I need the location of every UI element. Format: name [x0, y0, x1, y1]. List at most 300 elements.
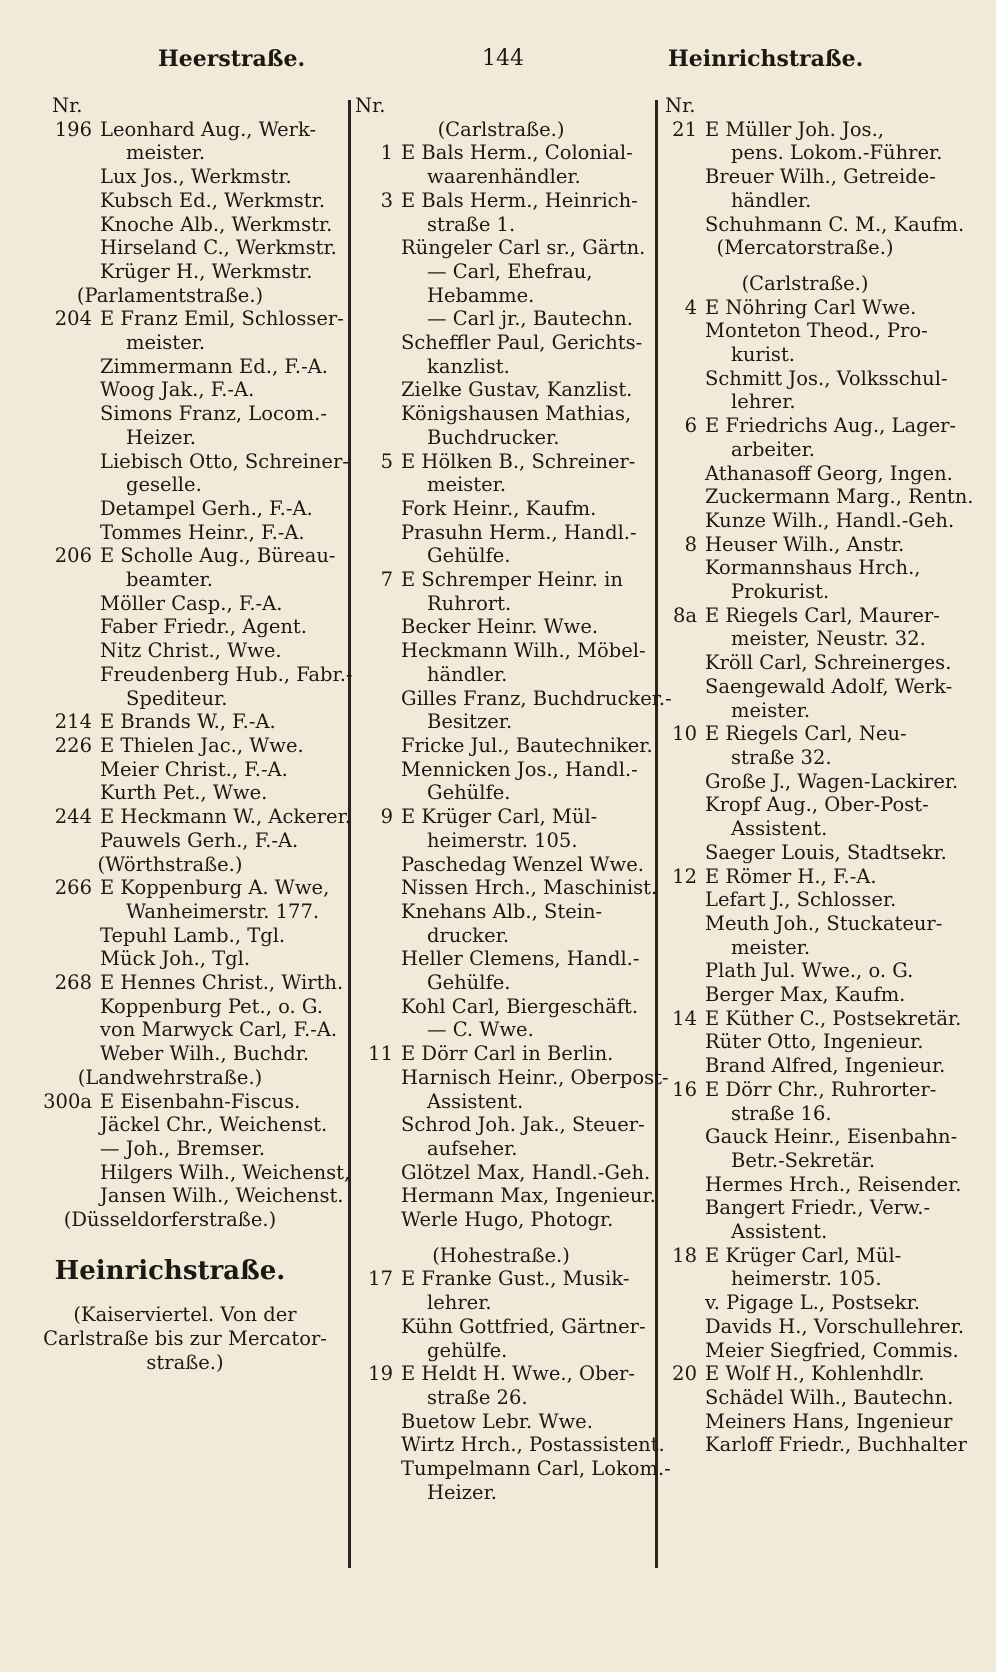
- house-number: [655, 556, 705, 580]
- directory-entry: [655, 1102, 955, 1126]
- directory-entry: [351, 1386, 651, 1410]
- directory-entry: [655, 438, 955, 462]
- house-number: [655, 462, 705, 486]
- directory-entry: [655, 959, 955, 983]
- resident-text: Lefart J., Schlosser.: [705, 888, 897, 912]
- resident-text: Spediteur.: [126, 686, 228, 710]
- column-1: [0, 94, 353, 1375]
- house-number: [0, 924, 100, 948]
- resident-text: Liebisch Otto, Schreiner-: [100, 449, 349, 473]
- resident-text: Gehülfe.: [427, 971, 511, 995]
- resident-text: Mück Joh., Tgl.: [100, 947, 251, 971]
- house-number: [351, 544, 401, 568]
- directory-entry: [0, 947, 340, 971]
- resident-text: Gauck Heinr., Eisenbahn-: [705, 1125, 958, 1149]
- resident-text: E Riegels Carl, Maurer-: [705, 603, 940, 627]
- house-number: [655, 888, 705, 912]
- directory-entry: [351, 1291, 651, 1315]
- resident-text: Gehülfe.: [427, 781, 511, 805]
- directory-entry: [655, 936, 955, 960]
- house-number: [0, 687, 100, 711]
- directory-entry: [351, 544, 651, 568]
- house-number: [655, 1173, 705, 1197]
- directory-entry: [0, 189, 340, 213]
- column-1-head: Nr.: [52, 94, 83, 117]
- house-number: [351, 402, 401, 426]
- directory-entry: [655, 983, 955, 1007]
- resident-text: E Thielen Jac., Wwe.: [100, 733, 304, 757]
- directory-entry: [655, 627, 955, 651]
- directory-entry: [0, 402, 340, 426]
- resident-text: — Carl jr., Bautechn.: [427, 307, 633, 331]
- house-number: [655, 1267, 705, 1291]
- resident-text: — Joh., Bremser.: [100, 1136, 266, 1160]
- house-number: [351, 284, 401, 308]
- resident-text: Tommes Heinr., F.-A.: [100, 520, 305, 544]
- house-number: [351, 947, 401, 971]
- resident-text: Woog Jak., F.-A.: [100, 378, 255, 402]
- resident-text: Detampel Gerh., F.-A.: [100, 496, 313, 520]
- house-number: 244: [54, 805, 92, 829]
- directory-entry: [351, 1315, 651, 1339]
- directory-entry: [655, 1410, 955, 1434]
- directory-entry: [0, 758, 340, 782]
- resident-text: von Marwyck Carl, F.-A.: [100, 1018, 338, 1042]
- house-number: 19: [368, 1362, 393, 1386]
- resident-text: Saengewald Adolf, Werk-: [705, 674, 953, 698]
- house-number: [655, 699, 705, 723]
- resident-text: Nissen Hrch., Maschinist.: [401, 876, 658, 900]
- resident-text: Hermes Hrch., Reisender.: [705, 1172, 962, 1196]
- resident-text: Simons Franz, Locom.-: [100, 402, 327, 426]
- resident-text: Rüter Otto, Ingenieur.: [705, 1030, 924, 1054]
- column-3-head: Nr.: [665, 94, 696, 117]
- house-number: [655, 580, 705, 604]
- house-number: [655, 1054, 705, 1078]
- directory-entry: [655, 580, 955, 604]
- resident-text: E Wolf H., Kohlenhdlr.: [705, 1362, 925, 1386]
- directory-entry: [0, 1018, 340, 1042]
- directory-entry: [0, 710, 340, 734]
- directory-entry: [351, 213, 651, 237]
- house-number: [0, 260, 100, 284]
- resident-text: Nitz Christ., Wwe.: [100, 639, 282, 663]
- resident-text: drucker.: [427, 923, 510, 947]
- resident-text: Kröll Carl, Schreinerges.: [705, 651, 952, 675]
- directory-entry: [0, 118, 340, 142]
- resident-text: arbeiter.: [731, 437, 815, 461]
- house-number: [351, 426, 401, 450]
- resident-text: Kohl Carl, Biergeschäft.: [401, 994, 639, 1018]
- directory-entry: [655, 141, 955, 165]
- resident-text: Möller Casp., F.-A.: [100, 591, 283, 615]
- section-title: Heinrichstraße.: [54, 1255, 286, 1286]
- house-number: [655, 1030, 705, 1054]
- house-number: 21: [672, 117, 697, 141]
- resident-text: E Heldt H. Wwe., Ober-: [401, 1362, 635, 1386]
- resident-text: meister.: [427, 473, 507, 497]
- house-number: [655, 770, 705, 794]
- directory-entry: [351, 781, 651, 805]
- directory-entry: [351, 734, 651, 758]
- resident-text: Zuckermann Marg., Rentn.: [705, 485, 974, 509]
- house-number: 300a: [43, 1089, 92, 1113]
- resident-text: E Hennes Christ., Wirth.: [100, 971, 344, 995]
- directory-entry: [351, 1137, 651, 1161]
- house-number: 214: [54, 710, 92, 734]
- resident-text: Prasuhn Herm., Handl.-: [401, 520, 637, 544]
- resident-text: Prokurist.: [731, 580, 830, 604]
- resident-text: E Römer H., F.-A.: [705, 864, 877, 888]
- directory-entry: [655, 1149, 955, 1173]
- directory-entry: [351, 947, 651, 971]
- directory-entry: [351, 1018, 651, 1042]
- house-number: [351, 1066, 401, 1090]
- header-left-street: Heerstraße.: [158, 46, 306, 72]
- directory-entry: [655, 189, 955, 213]
- house-number: [351, 497, 401, 521]
- resident-text: aufseher.: [427, 1136, 518, 1160]
- directory-entry: [655, 367, 955, 391]
- directory-entry: [655, 556, 955, 580]
- directory-entry: [351, 971, 651, 995]
- house-number: [0, 497, 100, 521]
- resident-text: Meier Siegfried, Commis.: [705, 1338, 959, 1362]
- house-number: 12: [672, 864, 697, 888]
- resident-text: kanzlist.: [427, 354, 510, 378]
- resident-text: Königshausen Mathias,: [401, 402, 632, 426]
- house-number: [351, 1433, 401, 1457]
- house-number: [351, 876, 401, 900]
- street-section-heading: (Landwehrstraße.): [77, 1065, 263, 1089]
- resident-text: Assistent.: [427, 1089, 524, 1113]
- resident-text: Schuhmann C. M., Kaufm.: [705, 212, 965, 236]
- resident-text: E Friedrichs Aug., Lager-: [705, 414, 957, 438]
- house-number: 3: [380, 188, 393, 212]
- directory-entry: [351, 1042, 651, 1066]
- resident-text: Betr.-Sekretär.: [731, 1148, 876, 1172]
- house-number: [351, 781, 401, 805]
- resident-text: Weber Wilh., Buchdr.: [100, 1042, 310, 1066]
- resident-text: Breuer Wilh., Getreide-: [705, 165, 936, 189]
- house-number: [0, 331, 100, 355]
- house-number: [655, 509, 705, 533]
- house-number: [351, 331, 401, 355]
- column-2-head: Nr.: [355, 94, 386, 117]
- house-number: [351, 378, 401, 402]
- house-number: [351, 521, 401, 545]
- resident-text: Scheffler Paul, Gerichts-: [401, 331, 643, 355]
- directory-entry: [0, 544, 340, 568]
- resident-text: Glötzel Max, Handl.-Geh.: [401, 1160, 651, 1184]
- house-number: [351, 1386, 401, 1410]
- house-number: [655, 141, 705, 165]
- directory-entry: [0, 876, 340, 900]
- resident-text: Freudenberg Hub., Fabr.-: [100, 662, 353, 686]
- house-number: 5: [380, 449, 393, 473]
- resident-text: Harnisch Heinr., Oberpost-: [401, 1065, 669, 1089]
- directory-entry: [351, 686, 672, 711]
- resident-text: E Schremper Heinr. in: [401, 568, 623, 592]
- house-number: [351, 592, 401, 616]
- house-number: [351, 1481, 401, 1505]
- resident-text: Koppenburg Pet., o. G.: [100, 994, 323, 1018]
- house-number: 4: [684, 295, 697, 319]
- resident-text: E Koppenburg A. Wwe,: [100, 876, 330, 900]
- house-number: [0, 1042, 100, 1066]
- resident-text: Leonhard Aug., Werk-: [100, 117, 317, 141]
- house-number: 14: [672, 1006, 697, 1030]
- resident-text: Meuth Joh., Stuckateur-: [705, 911, 943, 935]
- resident-text: Heizer.: [427, 1480, 497, 1504]
- house-number: [0, 639, 100, 663]
- house-number: [655, 651, 705, 675]
- directory-entry: [655, 604, 955, 628]
- resident-text: geselle.: [126, 473, 202, 497]
- house-number: [655, 1220, 705, 1244]
- header-right-street: Heinrichstraße.: [668, 46, 864, 72]
- house-number: [351, 473, 401, 497]
- house-number: [351, 1457, 401, 1481]
- directory-entry: [0, 355, 340, 379]
- resident-text: gehülfe.: [427, 1338, 508, 1362]
- house-number: [0, 900, 100, 924]
- resident-text: Faber Friedr., Agent.: [100, 615, 307, 639]
- house-number: [351, 1090, 401, 1114]
- directory-entry: [351, 260, 651, 284]
- resident-text: Schädel Wilh., Bautechn.: [705, 1385, 954, 1409]
- house-number: [351, 165, 401, 189]
- resident-text: Heizer.: [126, 425, 196, 449]
- resident-text: händler.: [427, 662, 508, 686]
- house-number: [351, 1208, 401, 1232]
- directory-entry: [655, 1291, 955, 1315]
- resident-text: E Franke Gust., Musik-: [401, 1267, 630, 1291]
- house-number: [655, 746, 705, 770]
- directory-entry: [351, 1090, 651, 1114]
- directory-entry: [351, 710, 651, 734]
- resident-text: Schrod Joh. Jak., Steuer-: [401, 1113, 645, 1137]
- resident-text: Kühn Gottfried, Gärtner-: [401, 1314, 646, 1338]
- directory-entry: [351, 1410, 651, 1434]
- directory-entry: [655, 769, 959, 794]
- directory-entry: [655, 414, 955, 438]
- resident-text: Werle Hugo, Photogr.: [401, 1208, 614, 1232]
- directory-entry: [655, 1030, 955, 1054]
- directory-entry: [0, 1184, 344, 1208]
- directory-entry: [655, 865, 955, 889]
- house-number: 8a: [672, 603, 697, 627]
- resident-text: heimerstr. 105.: [427, 828, 578, 852]
- directory-entry: [351, 1161, 651, 1185]
- street-section-heading: (Mercatorstraße.): [716, 236, 894, 260]
- directory-entry: [655, 1386, 955, 1410]
- resident-text: E Küther C., Postsekretär.: [705, 1006, 962, 1030]
- house-number: [351, 1113, 401, 1137]
- house-number: [655, 485, 705, 509]
- directory-entry: [351, 1208, 651, 1232]
- house-number: [655, 793, 705, 817]
- house-number: [351, 900, 401, 924]
- resident-text: meister, Neustr. 32.: [731, 627, 926, 651]
- house-number: [351, 971, 401, 995]
- house-number: [655, 959, 705, 983]
- directory-entry: [351, 284, 651, 308]
- resident-text: E Eisenbahn-Fiscus.: [100, 1089, 301, 1113]
- directory-entry: [655, 118, 955, 142]
- house-number: [655, 1410, 705, 1434]
- directory-entry: [351, 165, 651, 189]
- house-number: [0, 473, 100, 497]
- resident-text: lehrer.: [731, 390, 796, 414]
- resident-text: straße 1.: [427, 212, 516, 236]
- resident-text: Kunze Wilh., Handl.-Geh.: [705, 508, 955, 532]
- resident-text: händler.: [731, 188, 812, 212]
- directory-entry: [655, 841, 955, 865]
- resident-text: Knehans Alb., Stein-: [401, 899, 603, 923]
- directory-entry: [655, 699, 955, 723]
- directory-entry: [655, 1054, 955, 1078]
- directory-entry: [655, 1078, 955, 1102]
- house-number: [0, 829, 100, 853]
- resident-text: E Dörr Chr., Ruhrorter-: [705, 1077, 937, 1101]
- directory-entry: [655, 1172, 962, 1197]
- resident-text: Assistent.: [731, 817, 828, 841]
- resident-text: Saeger Louis, Stadtsekr.: [705, 840, 947, 864]
- house-number: 18: [672, 1243, 697, 1267]
- directory-entry: [351, 1184, 656, 1208]
- directory-entry: [351, 829, 651, 853]
- house-number: [351, 710, 401, 734]
- directory-entry: [351, 639, 651, 663]
- directory-entry: [655, 912, 955, 936]
- house-number: [655, 1196, 705, 1220]
- house-number: [0, 758, 100, 782]
- resident-text: Hebamme.: [427, 283, 535, 307]
- resident-text: Kropf Aug., Ober-Post-: [705, 793, 929, 817]
- house-number: [351, 1315, 401, 1339]
- resident-text: meister.: [731, 698, 811, 722]
- house-number: [351, 1018, 401, 1042]
- section-note: (Kaiserviertel. Von der Carlstraße bis zur Mercator-straße.): [43, 1303, 327, 1374]
- street-section-heading: (Hohestraße.): [432, 1243, 570, 1267]
- directory-entry: [351, 805, 651, 829]
- resident-text: Wanheimerstr. 177.: [126, 899, 320, 923]
- house-number: 11: [368, 1042, 393, 1066]
- house-number: [0, 663, 100, 687]
- house-number: [351, 853, 401, 877]
- resident-text: Karloff Friedr., Buchhalter: [705, 1433, 967, 1457]
- directory-entry: [0, 378, 340, 402]
- resident-text: pens. Lokom.-Führer.: [731, 141, 943, 165]
- directory-entry: [351, 900, 651, 924]
- house-number: [655, 1315, 705, 1339]
- house-number: [655, 817, 705, 841]
- house-number: [0, 426, 100, 450]
- resident-text: Meier Christ., F.-A.: [100, 757, 288, 781]
- directory-entry: [351, 1362, 651, 1386]
- house-number: 9: [380, 805, 393, 829]
- resident-text: straße 32.: [731, 745, 832, 769]
- resident-text: E Krüger Carl, Mül-: [705, 1243, 902, 1267]
- directory-entry: [0, 449, 349, 474]
- house-number: [655, 1386, 705, 1410]
- resident-text: Assistent.: [731, 1220, 828, 1244]
- directory-entry: [351, 592, 651, 616]
- house-number: [0, 355, 100, 379]
- resident-text: Plath Jul. Wwe., o. G.: [705, 959, 914, 983]
- directory-entry: [0, 615, 340, 639]
- resident-text: Gehülfe.: [427, 544, 511, 568]
- directory-entry: [351, 426, 651, 450]
- directory-entry: [655, 296, 955, 320]
- house-number: 196: [54, 117, 92, 141]
- resident-text: Kormannshaus Hrch.,: [705, 556, 921, 580]
- resident-text: Rüngeler Carl sr., Gärtn.: [401, 236, 646, 260]
- house-number: [655, 213, 705, 237]
- resident-text: meister.: [126, 331, 206, 355]
- street-section-heading: (Parlamentstraße.): [76, 283, 264, 307]
- resident-text: Tumpelmann Carl, Lokom.-: [401, 1457, 671, 1481]
- resident-text: meister.: [126, 141, 206, 165]
- house-number: [0, 141, 100, 165]
- resident-text: Jäckel Chr., Weichenst.: [100, 1113, 328, 1137]
- resident-text: Krüger H., Werkmstr.: [100, 259, 313, 283]
- directory-entry: [655, 1125, 958, 1149]
- resident-text: — C. Wwe.: [427, 1018, 534, 1042]
- directory-entry: [655, 1244, 955, 1268]
- house-number: [0, 1184, 100, 1208]
- resident-text: Zielke Gustav, Kanzlist.: [401, 378, 633, 402]
- house-number: [351, 260, 401, 284]
- directory-entry: [0, 1090, 340, 1114]
- directory-entry: [0, 213, 340, 237]
- house-number: [655, 841, 705, 865]
- directory-entry: [0, 568, 340, 592]
- directory-entry: [351, 1113, 651, 1137]
- house-number: [655, 343, 705, 367]
- directory-entry: [351, 307, 651, 331]
- directory-entry: [0, 331, 340, 355]
- resident-text: Tepuhl Lamb., Tgl.: [100, 923, 286, 947]
- column-3: [655, 94, 974, 1457]
- resident-text: E Heckmann W., Ackerer.: [100, 805, 351, 829]
- directory-entry: [0, 1042, 340, 1066]
- directory-entry: [655, 1267, 955, 1291]
- house-number: [351, 687, 401, 711]
- resident-text: straße 26.: [427, 1385, 528, 1409]
- house-number: [655, 438, 705, 462]
- resident-text: Athanasoff Georg, Ingen.: [705, 461, 953, 485]
- directory-entry: [655, 462, 955, 486]
- resident-text: heimerstr. 105.: [731, 1267, 882, 1291]
- directory-entry: [655, 390, 955, 414]
- directory-entry: [0, 781, 340, 805]
- street-section-heading: (Wörthstraße.): [97, 852, 243, 876]
- directory-entry: [0, 521, 340, 545]
- directory-entry: [655, 1220, 955, 1244]
- house-number: [0, 189, 100, 213]
- resident-text: lehrer.: [427, 1291, 492, 1315]
- directory-entry: [655, 165, 955, 189]
- directory-entry: [0, 497, 340, 521]
- street-section-heading: (Carlstraße.): [741, 271, 869, 295]
- directory-entry: [351, 615, 651, 639]
- resident-text: Pauwels Gerh., F.-A.: [100, 828, 299, 852]
- directory-entry: [351, 1267, 651, 1291]
- house-number: 1: [380, 141, 393, 165]
- directory-entry: [655, 888, 955, 912]
